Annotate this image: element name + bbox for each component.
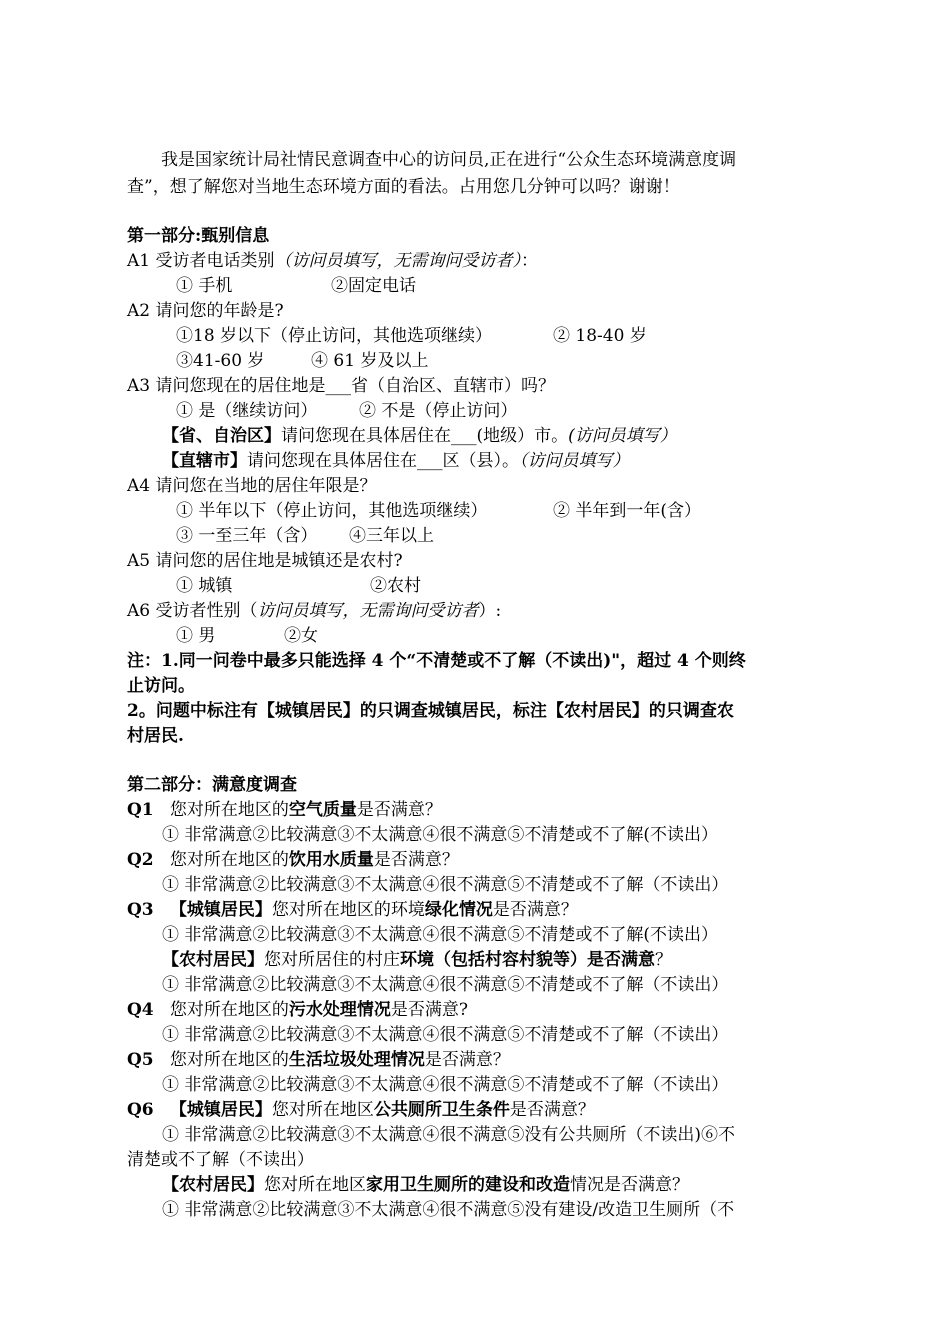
option-a1-1: ① 手机	[176, 276, 233, 296]
question-a6-note: 访问员填写，无需询问受访者	[257, 601, 479, 621]
options-q6-urban-line-1: ① 非常满意②比较满意③不太满意④很不满意⑤没有公共厕所（不读出)⑥不	[162, 1125, 736, 1145]
option-a2-2: ② 18-40 岁	[553, 326, 647, 346]
question-a1-text: A1 受访者电话类别	[127, 251, 275, 271]
q2-keyword: 饮用水质量	[288, 850, 374, 870]
question-q1: Q1 您对所在地区的空气质量是否满意？	[127, 800, 442, 820]
note-1-line-1: 注：1.同一问卷中最多只能选择 4 个“不清楚或不了解（不读出)"，超过 4 个则终	[127, 651, 746, 671]
a3-municipality-line: 【直辖市】请问您现在具体居住在___区（县）。（访问员填写）	[162, 451, 630, 471]
note-2-line-2: 村居民.	[127, 726, 184, 746]
option-a6-2: ②女	[284, 626, 318, 646]
option-a1-2: ②固定电话	[331, 276, 416, 296]
question-q2: Q2 您对所在地区的饮用水质量是否满意？	[127, 850, 459, 870]
options-q6-urban-line-2: 清楚或不了解（不读出）	[127, 1150, 314, 1170]
options-q4: ① 非常满意②比较满意③不太满意④很不满意⑤不清楚或不了解（不读出）	[162, 1025, 729, 1045]
part2-title: 第二部分：满意度调查	[127, 775, 297, 795]
intro-line-1: 我是国家统计局社情民意调查中心的访问员,正在进行“公众生态环境满意度调	[161, 150, 737, 170]
question-q6-urban: Q6 【城镇居民】您对所在地区公共厕所卫生条件是否满意？	[127, 1100, 595, 1120]
q1-keyword: 空气质量	[288, 800, 357, 820]
option-a4-2: ② 半年到一年(含）	[553, 501, 702, 521]
options-q2: ① 非常满意②比较满意③不太满意④很不满意⑤不清楚或不了解（不读出）	[162, 875, 729, 895]
question-a2: A2 请问您的年龄是?	[127, 301, 284, 321]
question-q4: Q4 您对所在地区的污水处理情况是否满意?	[127, 1000, 468, 1020]
q3-keyword: 绿化情况	[424, 900, 493, 920]
question-a6: A6 受访者性别（访问员填写，无需询问受访者）:	[127, 601, 502, 621]
options-q3-urban: ① 非常满意②比较满意③不太满意④很不满意⑤不清楚或不了解(不读出）	[162, 925, 719, 945]
option-a5-2: ②农村	[370, 576, 421, 596]
province-tag: 【省、自治区】	[162, 426, 281, 446]
option-a3-2: ② 不是（停止访问）	[359, 401, 518, 421]
option-a4-3: ③ 一至三年（含）	[176, 526, 318, 546]
option-a4-1: ① 半年以下（停止访问，其他选项继续）	[176, 501, 488, 521]
question-a1: A1 受访者电话类别（访问员填写，无需询问受访者）：	[127, 251, 538, 271]
option-a4-4: ④三年以上	[349, 526, 434, 546]
option-a6-1: ① 男	[176, 626, 216, 646]
intro-line-2: 查”，想了解您对当地生态环境方面的看法。占用您几分钟可以吗？谢谢！	[127, 177, 680, 197]
question-q6-rural: 【农村居民】您对所在地区家用卫生厕所的建设和改造情况是否满意？	[162, 1175, 689, 1195]
note-2-line-1: 2。问题中标注有【城镇居民】的只调查城镇居民，标注【农村居民】的只调查农	[127, 701, 734, 721]
question-a4: A4 请问您在当地的居住年限是？	[127, 476, 377, 496]
question-a1-note: （访问员填写，无需询问受访者）	[274, 251, 521, 271]
options-q1: ① 非常满意②比较满意③不太满意④很不满意⑤不清楚或不了解(不读出）	[162, 825, 719, 845]
options-q3-rural: ① 非常满意②比较满意③不太满意④很不满意⑤不清楚或不了解（不读出）	[162, 975, 729, 995]
q4-keyword: 污水处理情况	[288, 1000, 391, 1020]
municipality-tag: 【直辖市】	[162, 451, 247, 471]
question-q5: Q5 您对所在地区的生活垃圾处理情况是否满意？	[127, 1050, 510, 1070]
part1-title: 第一部分:甄别信息	[127, 226, 270, 246]
option-a2-3: ③41-60 岁	[176, 351, 265, 371]
q6-rural-keyword: 家用卫生厕所的建设和改造	[366, 1175, 570, 1195]
question-a5: A5 请问您的居住地是城镇还是农村?	[127, 551, 403, 571]
option-a3-1: ① 是（继续访问）	[176, 401, 318, 421]
q5-keyword: 生活垃圾处理情况	[288, 1050, 425, 1070]
options-q6-rural: ① 非常满意②比较满意③不太满意④很不满意⑤没有建设/改造卫生厕所（不	[162, 1200, 735, 1220]
question-q3-urban: Q3 【城镇居民】您对所在地区的环境绿化情况是否满意？	[127, 900, 578, 920]
option-a5-1: ① 城镇	[176, 576, 233, 596]
option-a2-1: ①18 岁以下（停止访问，其他选项继续）	[176, 326, 493, 346]
q3-rural-keyword: 环境（包括村容村貌等）是否满意	[400, 950, 655, 970]
options-q5: ① 非常满意②比较满意③不太满意④很不满意⑤不清楚或不了解（不读出）	[162, 1075, 729, 1095]
note-1-line-2: 止访问。	[127, 676, 195, 696]
q6-keyword: 公共厕所卫生条件	[373, 1100, 510, 1120]
question-q3-rural: 【农村居民】您对所居住的村庄环境（包括村容村貌等）是否满意？	[162, 950, 672, 970]
question-a3: A3 请问您现在的居住地是___省（自治区、直辖市）吗？	[127, 376, 555, 396]
option-a2-4: ④ 61 岁及以上	[311, 351, 429, 371]
a3-province-line: 【省、自治区】请问您现在具体居住在___(地级）市。(访问员填写）	[162, 426, 677, 446]
